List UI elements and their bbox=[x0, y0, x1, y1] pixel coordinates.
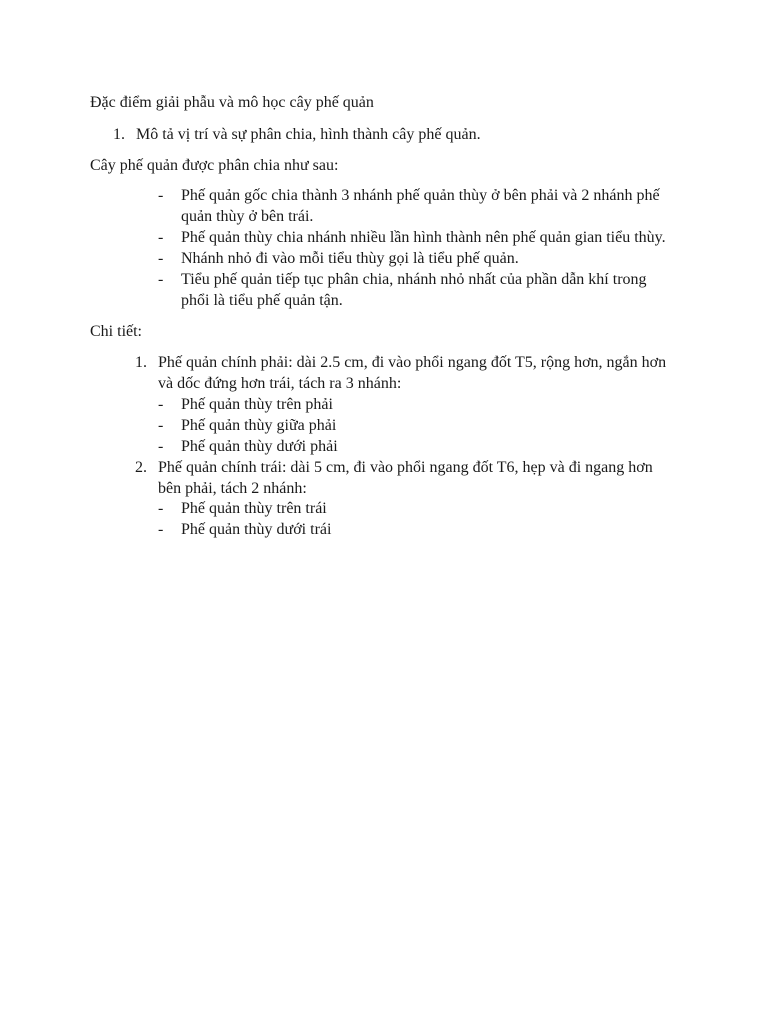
sub-item-text: Phế quản thùy trên trái bbox=[181, 500, 327, 517]
list-item-text: Phế quản thùy chia nhánh nhiều lần hình thành nên phế quản gian tiểu thùy. bbox=[181, 229, 666, 246]
sub-item-marker: - bbox=[158, 521, 164, 538]
sub-item-text: Phế quản thùy giữa phải bbox=[181, 417, 337, 434]
list-item-text-continued: quản thùy ở bên trái. bbox=[181, 208, 314, 225]
list-item-text: Phế quản gốc chia thành 3 nhánh phế quản thùy ở bên phải và 2 nhánh phế bbox=[181, 187, 660, 204]
detail-text-continued: và dốc đứng hơn trái, tách ra 3 nhánh: bbox=[158, 375, 402, 392]
detail-label: Chi tiết: bbox=[90, 323, 142, 340]
list-item-text: Nhánh nhỏ đi vào mỗi tiểu thùy gọi là tiểu phế quản. bbox=[181, 250, 519, 267]
section-heading: Mô tả vị trí và sự phân chia, hình thành cây phế quản. bbox=[136, 126, 481, 143]
list-item-marker: - bbox=[158, 271, 164, 288]
sub-item-text: Phế quản thùy trên phải bbox=[181, 396, 333, 413]
sub-item-marker: - bbox=[158, 417, 164, 434]
detail-text: Phế quản chính phải: dài 2.5 cm, đi vào phổi ngang đốt T5, rộng hơn, ngắn hơn bbox=[158, 354, 667, 371]
list-item-marker: - bbox=[158, 229, 164, 246]
sub-item-text: Phế quản thùy dưới trái bbox=[181, 521, 332, 538]
sub-item-marker: - bbox=[158, 396, 164, 413]
sub-item-text: Phế quản thùy dưới phải bbox=[181, 438, 338, 455]
detail-text-continued: bên phải, tách 2 nhánh: bbox=[158, 480, 307, 497]
detail-text: Phế quản chính trái: dài 5 cm, đi vào phổi ngang đốt T6, hẹp và đi ngang hơn bbox=[158, 459, 653, 476]
intro-paragraph: Cây phế quản được phân chia như sau: bbox=[90, 157, 339, 174]
sub-item-marker: - bbox=[158, 500, 164, 517]
list-item-text: Tiểu phế quản tiếp tục phân chia, nhánh nhỏ nhất của phần dẫn khí trong bbox=[181, 271, 647, 288]
detail-number: 1. bbox=[135, 354, 147, 371]
detail-number: 2. bbox=[135, 459, 147, 476]
section-number: 1. bbox=[113, 126, 125, 143]
sub-item-marker: - bbox=[158, 438, 164, 455]
list-item-marker: - bbox=[158, 187, 164, 204]
document-title: Đặc điểm giải phẫu và mô học cây phế quản bbox=[90, 94, 374, 111]
list-item-text-continued: phổi là tiểu phế quản tận. bbox=[181, 292, 343, 309]
list-item-marker: - bbox=[158, 250, 164, 267]
